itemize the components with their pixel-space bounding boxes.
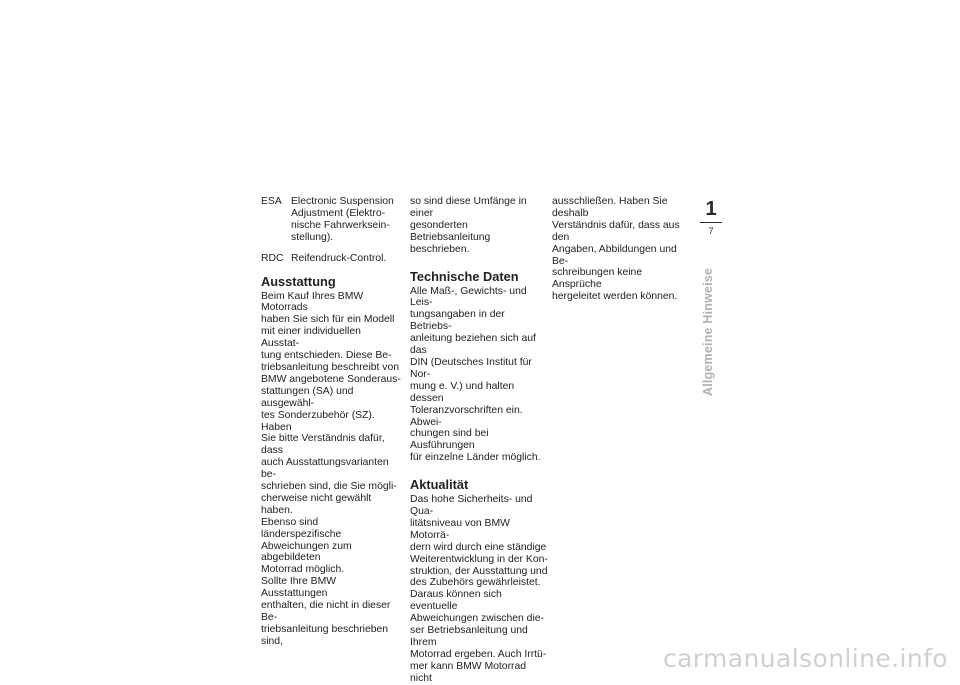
section-text-aktualitaet-continued: ausschließen. Haben Sie deshalb Verständnis dafür, dass aus den Angaben, Abbildungen und Be- schreibungen keine Ansprüche hergeleitet werden können. xyxy=(552,196,680,303)
section-text-technische-daten: Alle Maß-, Gewichts- und Leis- tungsangaben in der Betriebs- anleitung beziehen sich auf das DIN (Deutsches Institut für Nor- mung e. V.) und halten dessen Toleranzvorschriften ein. Abwei- chungen sind bei Ausführungen für einzelne Länder möglich. xyxy=(410,285,541,464)
chapter-number: 1 xyxy=(705,198,717,220)
chapter-marker xyxy=(700,198,722,237)
section-text-ausstattung: Beim Kauf Ihres BMW Motorrads haben Sie sich für ein Modell mit einer individuellen Ausstat- tung entschieden. Diese Be- triebsanleitung beschreibt von BMW angebotene Sonderaus- stattungen (SA) und ausgewähl- tes Sonderzubehör (SZ). Haben Sie bitte Verständnis dafür, dass auch Ausstattungsvarianten be- schrieben sind, die Sie mögli- cherweise nicht gewählt haben. Ebenso sind länderspezifische Abweichungen zum abgebildeten Motorrad möglich. Sollte Ihre BMW Ausstattungen enthalten, die nicht in dieser Be- triebsanleitung beschrieben sind, xyxy=(261,290,401,647)
abbreviation-key: ESA xyxy=(261,196,282,207)
text-column-1 xyxy=(261,196,401,648)
section-heading-technische-daten: Technische Daten xyxy=(410,268,519,284)
watermark-text: carmanualsonline.info xyxy=(662,644,948,673)
abbreviation-rdc xyxy=(261,253,401,265)
chapter-side-title: Allgemeine Hinweise xyxy=(701,267,715,396)
section-heading-ausstattung: Ausstattung xyxy=(261,273,336,289)
chapter-divider xyxy=(700,222,722,223)
section-text-aktualitaet: Das hohe Sicherheits- und Qua- litätsniveau von BMW Motorrä- dern wird durch eine ständige Weiterentwicklung in der Kon- struktion, der Ausstattung und des Zubehörs gewährleistet. Daraus können sich eventuelle Abweichungen zwischen die- ser Betriebsanleitung und Ihrem Motorrad ergeben. Auch Irrtü- mer kann BMW Motorrad nicht xyxy=(410,494,548,684)
section-heading-aktualitaet: Aktualität xyxy=(410,477,469,493)
abbreviation-value: Reifendruck-Control. xyxy=(291,252,387,264)
abbreviation-key: RDC xyxy=(261,252,284,264)
text-column-2 xyxy=(410,196,548,685)
abbreviation-value: Electronic Suspension Adjustment (Elektro- nische Fahrwerksein- stellung). xyxy=(291,196,394,243)
abbreviation-esa xyxy=(261,196,401,244)
section-text-ausstattung-continued: so sind diese Umfänge in einer gesonderten Betriebsanleitung beschrieben. xyxy=(410,196,527,255)
page-number: 7 xyxy=(708,226,714,237)
text-column-3 xyxy=(552,196,690,303)
